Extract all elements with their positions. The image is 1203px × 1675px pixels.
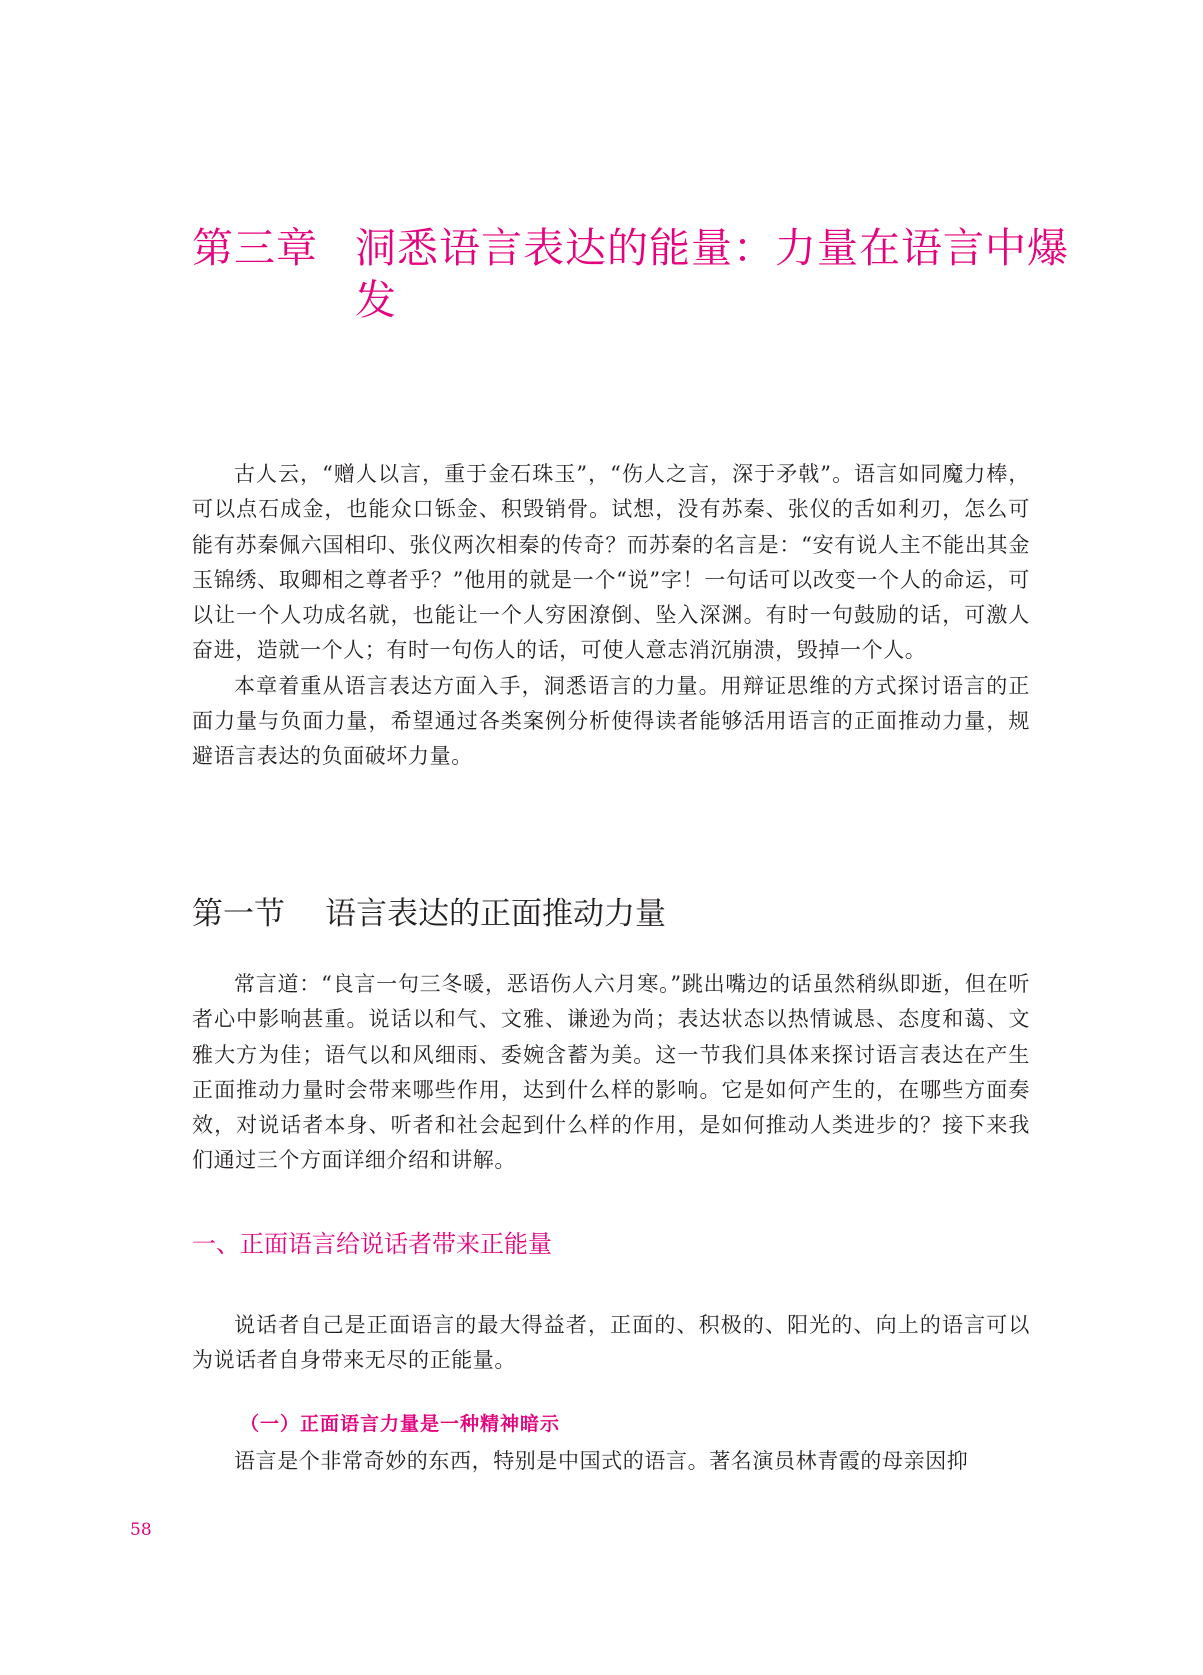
chapter-number: 第三章	[192, 224, 318, 272]
subsection-text	[192, 1308, 1030, 1379]
section-name: 语言表达的正面推动力量	[325, 896, 666, 932]
intro-text	[192, 457, 1030, 775]
subsection-paragraph: 说话者自己是正面语言的最大得益者，正面的、积极的、阳光的、向上的语言可以为说话者自身带来无尽的正能量。	[192, 1313, 1030, 1373]
subsubsection-heading: （一）正面语言力量是一种精神暗示	[240, 1413, 561, 1435]
section-text	[192, 967, 1030, 1179]
subsubsection-text	[192, 1444, 1030, 1479]
page-number: 58	[130, 1520, 152, 1540]
subsubsection-paragraph: 语言是个非常奇妙的东西，特别是中国式的语言。著名演员林青霞的母亲因抑	[234, 1449, 969, 1473]
section-paragraph: 常言道：“良言一句三冬暖，恶语伤人六月寒。”跳出嘴边的话虽然稍纵即逝，但在听者心中影响甚重。说话以和气、文雅、谦逊为尚；表达状态以热情诚恳、态度和蔼、文雅大方为佳；语气以和风细雨、委婉含蓄为美。这一节我们具体来探讨语言表达在产生正面推动力量时会带来哪些作用，达到什么样的影响。它是如何产生的，在哪些方面奏效，对说话者本身、听者和社会起到什么样的作用，是如何推动人类进步的？接下来我们通过三个方面详细介绍和讲解。	[192, 972, 1030, 1173]
intro-paragraph-2: 本章着重从语言表达方面入手，洞悉语言的力量。用辩证思维的方式探讨语言的正面力量与负面力量，希望通过各类案例分析使得读者能够活用语言的正面推动力量，规避语言表达的负面破坏力量。	[192, 673, 1030, 769]
section-heading	[192, 894, 666, 934]
chapter-name: 洞悉语言表达的能量：力量在语言中爆发	[355, 224, 1069, 324]
section-number: 第一节	[192, 896, 285, 932]
subsection-heading: 一、正面语言给说话者带来正能量	[192, 1230, 552, 1258]
intro-paragraph-1: 古人云，“赠人以言，重于金石珠玉”，“伤人之言，深于矛戟”。语言如同魔力棒，可以点石成金，也能众口铄金、积毁销骨。试想，没有苏秦、张仪的舌如利刃，怎么可能有苏秦佩六国相印、张仪两次相秦的传奇？而苏秦的名言是：“安有说人主不能出其金玉锦绣、取卿相之尊者乎？”他用的就是一个“说”字！一句话可以改变一个人的命运，可以让一个人功成名就，也能让一个人穷困潦倒、坠入深渊。有时一句鼓励的话，可激人奋进，造就一个人；有时一句伤人的话，可使人意志消沉崩溃，毁掉一个人。	[192, 462, 1030, 663]
chapter-title	[192, 222, 1072, 326]
